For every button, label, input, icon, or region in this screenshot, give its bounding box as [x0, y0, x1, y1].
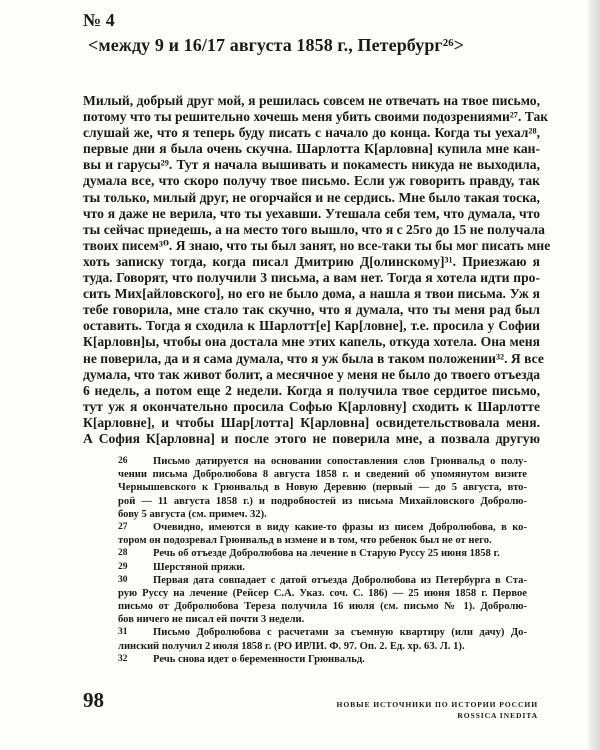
body-line: первые дни я была очень скучна. Шарлотта К[арловна] купила мне кан- — [83, 141, 540, 157]
letter-number: № 4 — [83, 10, 115, 30]
footnote-text: Первая дата совпадает с датой отъезда Добролюбова из Петербурга в Ста- — [153, 574, 527, 586]
body-line: думала, что так живот болит, а месячное у меня не было до твоего отъезда — [83, 366, 540, 382]
body-line: туда. Говорят, что получили 3 письма, а вам нет. Тогда я хотела идти про- — [83, 270, 540, 286]
body-line: хоть записку тогда, когда писал Дмитрию Д[олинскому]³¹. Приезжаю я — [83, 253, 540, 269]
letter-body — [83, 93, 551, 447]
footnote-text: бов ничего не писал ей почти 3 недели. — [118, 614, 305, 626]
footnote-text: Письмо датируется на основании сопоставления слов Грюнвальд о полу- — [153, 456, 527, 467]
footnote-number: 27 — [118, 521, 128, 532]
footnote-line — [118, 521, 527, 534]
body-line: слушай же, что я теперь буду писать с начало до конца. Когда ты уехал²⁸, — [83, 125, 540, 141]
body-line: твоих писем³⁰. Я знаю, что ты был занят, но все-таки ты бы мог писать мне — [83, 237, 551, 253]
body-line: Милый, добрый друг мой, я решилась совсем не отвечать на твое письмо, — [83, 93, 540, 108]
footnote-line — [118, 495, 527, 508]
footnote-number: 26 — [118, 456, 128, 466]
running-title: НОВЫЕ ИСТОЧНИКИ ПО ИСТОРИИ РОССИИ — [336, 700, 538, 709]
footnote-line — [118, 508, 527, 521]
footnote-line — [118, 547, 527, 560]
body-line: вы и гарусы²⁹. Тут я начала вышивать и покаместь никуда не выходила, — [83, 157, 540, 173]
footnote-line — [118, 600, 527, 613]
body-line: сить Мих[айловского], но его не было дома, а нашла я твои письма. Уж я — [83, 286, 540, 302]
footnote-line — [118, 481, 527, 494]
footnote-text: Письмо Добролюбова с расчетами за съемную квартиру (или дачу) До- — [153, 627, 527, 639]
body-line: не поверила, да и я сама думала, что я уж была в таком положении³². Я все — [83, 350, 544, 366]
body-line: К[арловне], и чтобы Шар[лотта] К[арловна] освидетельствовала меня. — [83, 414, 540, 430]
footnote-text: Чернышевского к Грюнвальд в Новую Деревню (первый — до 5 августа, вто- — [118, 482, 527, 494]
footnote-text: рой — 11 августа 1858 г.) и подробностей из письма Михайловского Добролю- — [118, 495, 527, 507]
footnote-text: линский получил 2 июля 1858 г. (РО ИРЛИ. Ф. 97. Оп. 2. Ед. хр. 63. Л. 1). — [118, 640, 465, 652]
footnote-text: тором он подозревал Грюнвальд в измене и в том, что ребенок был не от него. — [118, 535, 492, 547]
body-line: ты только, милый друг, не огорчайся и не сердись. Мне было такая тоска, — [83, 189, 540, 205]
body-line: А София К[арловна] и после этого не поверила мне, а позвала другую — [83, 430, 540, 446]
footnote-line — [118, 640, 527, 653]
running-subtitle: ROSSICA INEDITA — [457, 711, 538, 720]
footnote-text: бову 5 августа (см. примеч. 32). — [118, 508, 267, 520]
body-line: думала все, что скоро получу твое письмо. Если уж говорить правду, так — [83, 173, 540, 189]
footnote-line — [118, 653, 527, 666]
footnote-line — [118, 534, 527, 547]
footnote-line — [118, 613, 527, 626]
footnote-text: чении письма Добролюбова 8 августа 1858 г. и сведений об упомянутом визите — [118, 469, 527, 481]
footnote-text: рую Руссу на лечение (Рейсер С.А. Указ. соч. С. 186) — 25 июня 1858 г. Первое — [118, 587, 527, 599]
footnote-text: Речь снова идет о беременности Грюнвальд. — [153, 653, 365, 665]
footnote-text: Речь об отъезде Добролюбова на лечение в Старую Руссу 25 июня 1858 г. — [153, 548, 500, 560]
body-line: ты сейчас приедешь, а на место того вышло, что я с 25го до 15 не получала — [83, 221, 545, 237]
page-number: 98 — [83, 688, 104, 712]
footnote-number: 30 — [118, 574, 128, 585]
footnote-line — [118, 587, 527, 600]
footnote-text: Шерстяной пряжи. — [153, 561, 246, 573]
footnote-text: письмо от Добролюбова Тереза получила 16 июля (см. письмо № 1). Добролю- — [118, 601, 527, 613]
footnote-line — [118, 574, 527, 587]
footnote-line — [118, 626, 527, 639]
letter-date-heading: <между 9 и 16/17 августа 1858 г., Петербург²⁶> — [88, 35, 465, 55]
body-line: К[арловн]ы, чтобы она достала мне этих капель, откуда хотела. Она меня — [83, 334, 540, 350]
body-line: тут уж я окончательно просила Софью К[арловну] сходить к Шарлотте — [83, 398, 540, 414]
footnote-line — [118, 455, 527, 468]
body-line: оставить. Тогда я сходила к Шарлотт[е] Кар[ловне], т.е. просила у Софии — [83, 318, 540, 334]
footnote-number: 32 — [118, 653, 128, 664]
footnote-text: Очевидно, имеются в виду какие-то фразы из писем Добролюбова, в ко- — [153, 521, 527, 533]
body-line: 6 недель, а потом еще 2 недели. Когда я получила твое сердитое письмо, — [83, 382, 540, 398]
footnote-number: 28 — [118, 548, 128, 559]
footnote-line — [118, 468, 527, 481]
body-line: что я даже не верила, что ты уехавши. Утешала себя тем, что думала, что — [83, 205, 540, 221]
footnote-line — [118, 561, 527, 574]
body-line: потому что ты решительно хочешь меня убить своими подозрениями²⁷. Так — [83, 109, 549, 125]
footnote-number: 31 — [118, 627, 128, 638]
body-line: тебе говорила, мне стало так скучно, что я думала, что ты меня рад был — [83, 302, 540, 318]
page-edge-shadow — [588, 0, 600, 750]
footnote-number: 29 — [118, 561, 128, 572]
footnotes — [118, 455, 527, 666]
